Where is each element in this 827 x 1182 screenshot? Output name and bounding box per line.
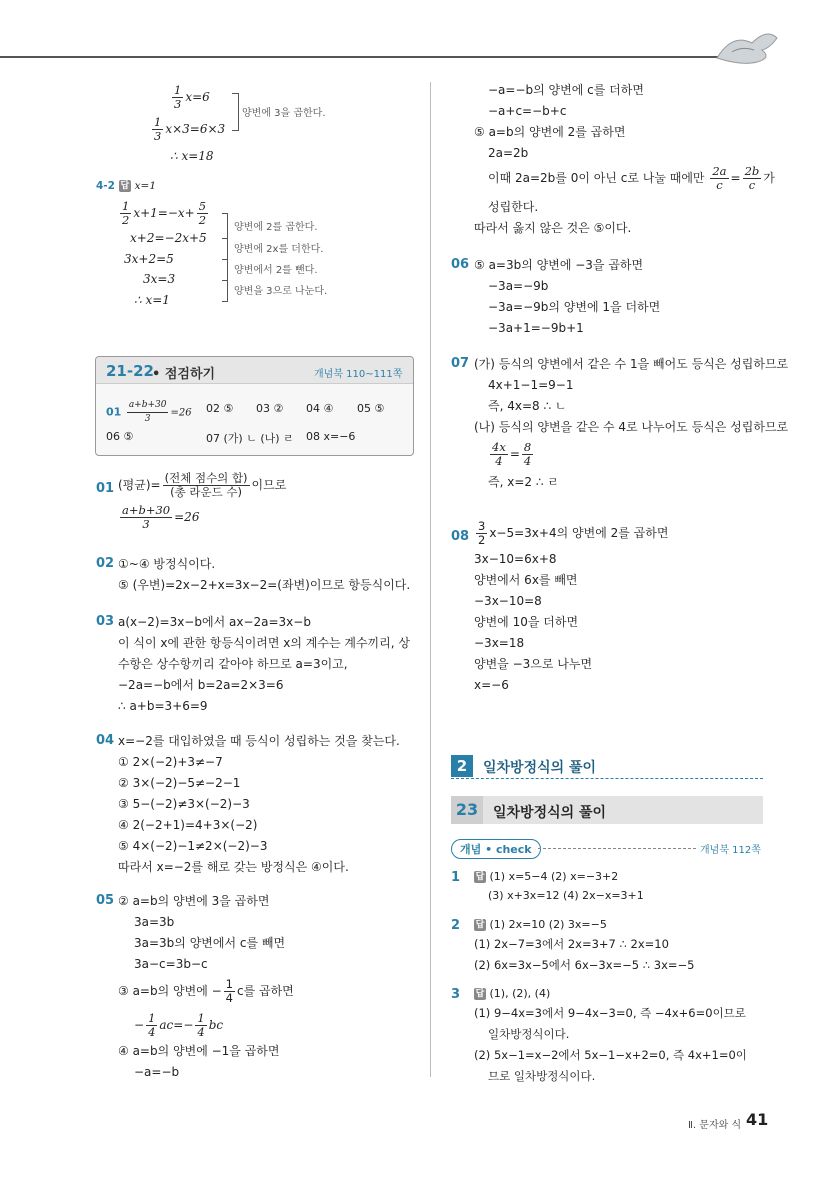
a2-line1: 답 (1) 2x=10 (2) 3x=−5: [475, 918, 607, 931]
q06-line4: −3a+1=−9b+1: [488, 321, 584, 335]
q08-line7: 양변을 −3으로 나누면: [474, 657, 593, 671]
c05-line4: 2a=2b: [488, 146, 529, 160]
q07-line2: 4x+1−1=9−1: [488, 378, 574, 392]
check-ref: 개념북 112쪽: [700, 845, 761, 856]
q07-number: 07: [451, 356, 470, 371]
p1-line2: $\frac{1}{3}$ x×3=6×3: [154, 115, 226, 143]
p42-line1: $\frac{1}{2}$ x+1=−x+ $\frac{5}{2}$: [122, 199, 207, 227]
column-divider: [430, 82, 431, 1077]
c05-line3: ⑤ a=b의 양변에 2를 곱하면: [474, 125, 626, 139]
q08-line1: $\frac{3}{2}$ x−5=3x+4의 양변에 2를 곱하면: [478, 519, 669, 547]
check-box-subtitle: • 점검하기: [152, 367, 216, 382]
q08-line6: −3x=18: [474, 636, 525, 650]
check-box-q04: 04 ④: [306, 402, 334, 415]
q08-number: 08: [451, 529, 470, 544]
a3-line5: 므로 일차방정식이다.: [488, 1069, 596, 1083]
header-line: [0, 56, 730, 58]
q07-line1: (가) 등식의 양변에서 같은 수 1을 빼어도 등식은 성립하므로: [474, 357, 789, 371]
p42-brace4: [222, 280, 228, 302]
q05-line3: 3a=3b의 양변에서 c를 빼면: [134, 936, 286, 950]
p42-note2: 양변에 2x를 더한다.: [234, 244, 324, 255]
q03-line5: ∴ a+b=3+6=9: [118, 699, 208, 713]
q03-line3: 수항은 상수항끼리 같아야 하므로 a=3이고,: [118, 657, 348, 671]
q03-line4: −2a=−b에서 b=2a=2×3=6: [118, 678, 284, 692]
a3-line1: 답 (1), (2), (4): [475, 987, 551, 1000]
a3-line3: 일차방정식이다.: [488, 1027, 570, 1041]
p42-line2: x+2=−2x+5: [130, 231, 207, 245]
p42-brace1: [222, 213, 228, 239]
dragon-decoration-icon: [712, 28, 782, 68]
q04-item5: ⑤ 4×(−2)−1≠2×(−2)−3: [118, 839, 268, 853]
check-box-q02: 02 ⑤: [206, 402, 234, 415]
q01-line2: $\frac{a+b+30}{3}$ =26: [122, 503, 200, 531]
section-number: 2: [451, 755, 473, 777]
answer-mark-icon: 답: [475, 920, 485, 930]
q05-line2: 3a=3b: [134, 915, 175, 929]
p42-note4: 양변을 3으로 나눈다.: [234, 286, 328, 297]
check-box-row1: 01 $\frac{a+b+30}{3}$ =26: [106, 400, 192, 424]
answer-mark-icon: 답: [120, 180, 130, 191]
a3-line4: (2) 5x−1=x−2에서 5x−1−x+2=0, 즉 4x+1=0이: [474, 1048, 747, 1062]
q05-line5: ③ a=b의 양변에 − $\frac{1}{4}$ c를 곱하면: [118, 977, 294, 1005]
a1-line1: 답 (1) x=5−4 (2) x=−3+2: [475, 870, 619, 883]
q04-item1: ① 2×(−2)+3≠−7: [118, 755, 223, 769]
c05-line2: −a+c=−b+c: [488, 104, 567, 118]
q04-item4: ④ 2(−2+1)=4+3×(−2): [118, 818, 258, 832]
c05-line1: −a=−b의 양변에 c를 더하면: [488, 83, 644, 97]
concept-check-label: 개념 • check: [451, 839, 541, 859]
q05-line4: 3a−c=3b−c: [134, 957, 208, 971]
q07-line4: (나) 등식의 양변을 같은 수 4로 나누어도 등식은 성립하므로: [474, 420, 789, 434]
a2-line3: (2) 6x=3x−5에서 6x−3x=−5 ∴ 3x=−5: [474, 958, 695, 972]
p42-note1: 양변에 2를 곱한다.: [234, 222, 318, 233]
check-box-title: 21-22: [106, 362, 154, 380]
q08-line4: −3x−10=8: [474, 594, 542, 608]
q04-number: 04: [96, 733, 115, 748]
q06-number: 06: [451, 257, 470, 272]
page-number: 41: [746, 1110, 769, 1129]
a3-number: 3: [451, 987, 461, 1002]
check-dashed-line: [538, 848, 696, 849]
q08-line2: 3x−10=6x+8: [474, 552, 557, 566]
q04-line1: x=−2를 대입하였을 때 등식이 성립하는 것을 찾는다.: [118, 734, 400, 748]
p42-brace3: [222, 259, 228, 281]
a1-line2: (3) x+3x=12 (4) 2x−x=3+1: [488, 889, 644, 902]
footer-chapter: Ⅱ. 문자와 식: [688, 1120, 742, 1131]
q07-line3: 즉, 4x=8 ∴ ㄴ: [488, 399, 567, 413]
a1-number: 1: [451, 870, 461, 885]
check-box-q06: 06 ⑤: [106, 430, 134, 443]
p42-note3: 양변에서 2를 뺀다.: [234, 265, 318, 276]
q07-line5: $\frac{4x}{4}$ = $\frac{8}{4}$: [492, 440, 532, 468]
c05-line7: 따라서 옳지 않은 것은 ⑤이다.: [474, 221, 632, 235]
p1-line1: $\frac{1}{3}$ x=6: [174, 83, 210, 111]
c05-line5: 이때 2a=2b를 0이 아닌 c로 나눌 때에만 $\frac{2a}{c}$ = $\frac{2b}{c}$ 가: [488, 164, 775, 192]
q05-number: 05: [96, 893, 115, 908]
p1-note: 양변에 3을 곱한다.: [242, 108, 326, 119]
q05-line1: ② a=b의 양변에 3을 곱하면: [118, 894, 270, 908]
a3-line2: (1) 9−4x=3에서 9−4x−3=0, 즉 −4x+6=0이므로: [474, 1006, 746, 1020]
q06-line2: −3a=−9b: [488, 279, 549, 293]
q05-line8: −a=−b: [134, 1065, 180, 1079]
p42-line3: 3x+2=5: [124, 252, 174, 266]
check-box-q07: 07 (가) ㄴ (나) ㄹ: [206, 432, 294, 445]
c05-line6: 성립한다.: [488, 200, 539, 214]
subsection-number: 23: [451, 796, 483, 824]
a2-line2: (1) 2x−7=3에서 2x=3+7 ∴ 2x=10: [474, 937, 669, 951]
q02-line1: ①~④ 방정식이다.: [118, 557, 216, 571]
q04-item3: ③ 5−(−2)≠3×(−2)−3: [118, 797, 250, 811]
p42-line4: 3x=3: [143, 272, 176, 286]
answer-mark-icon: 답: [475, 989, 485, 999]
p1-brace: [232, 93, 239, 131]
p1-line3: ∴ x=18: [170, 149, 214, 163]
q05-line7: ④ a=b의 양변에 −1을 곱하면: [118, 1044, 280, 1058]
q08-line8: x=−6: [474, 678, 509, 692]
answer-mark-icon: 답: [475, 872, 485, 882]
q03-number: 03: [96, 614, 115, 629]
check-box: [95, 356, 414, 456]
q06-line1: ⑤ a=3b의 양변에 −3을 곱하면: [474, 258, 644, 272]
q03-line1: a(x−2)=3x−b에서 ax−2a=3x−b: [118, 615, 311, 629]
p42-line5: ∴ x=1: [134, 293, 170, 307]
q01-number: 01: [96, 481, 115, 496]
a2-number: 2: [451, 918, 461, 933]
check-box-ref: 개념북 110~111쪽: [314, 369, 403, 380]
check-box-q08: 08 x=−6: [306, 430, 356, 443]
q08-line5: 양변에 10을 더하면: [474, 615, 579, 629]
q06-line3: −3a=−9b의 양변에 1을 더하면: [488, 300, 661, 314]
section-title: 일차방정식의 풀이: [483, 760, 597, 776]
subsection-heading: [451, 796, 763, 824]
q07-line6: 즉, x=2 ∴ ㄹ: [488, 475, 559, 489]
q03-line2: 이 식이 x에 관한 항등식이려면 x의 계수는 계수끼리, 상: [118, 636, 410, 650]
check-box-q05: 05 ⑤: [357, 402, 385, 415]
p42-label: 4-2 답 x=1: [96, 180, 157, 192]
q01-line1: (평균)= $\frac{\text{(전체 점수의 합)}}{\text{(총 라운드 수)}}$ 이므로: [118, 471, 287, 499]
q02-line2: ⑤ (우변)=2x−2+x=3x−2=(좌변)이므로 항등식이다.: [118, 578, 411, 592]
q08-line3: 양변에서 6x를 빼면: [474, 573, 578, 587]
p42-brace2: [222, 238, 228, 260]
subsection-title: 일차방정식의 풀이: [493, 805, 607, 821]
section-heading: [451, 754, 763, 779]
q05-line6: − $\frac{1}{4}$ ac=− $\frac{1}{4}$ bc: [134, 1011, 224, 1039]
check-box-q03: 03 ②: [256, 402, 284, 415]
q02-number: 02: [96, 556, 115, 571]
q04-line7: 따라서 x=−2를 해로 갖는 방정식은 ④이다.: [118, 860, 349, 874]
q04-item2: ② 3×(−2)−5≠−2−1: [118, 776, 241, 790]
